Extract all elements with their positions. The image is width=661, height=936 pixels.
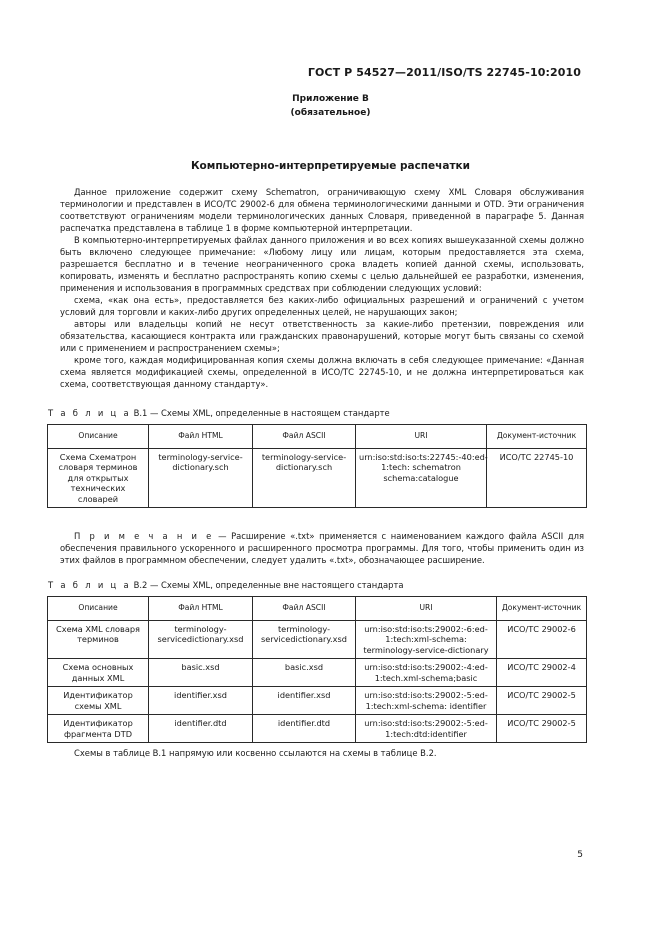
table2-caption — [48, 580, 403, 590]
table-cell: Идентификатор схемы XML — [48, 687, 149, 715]
body-text — [60, 186, 584, 390]
table-cell: Схема XML словаря терминов — [48, 620, 149, 659]
appendix-status: (обязательное) — [290, 108, 371, 118]
table-b1 — [47, 424, 587, 508]
table-cell: identifier.xsd — [253, 687, 356, 715]
header-cell: Файл ASCII — [253, 425, 356, 449]
table-cell: ИСО/ТС 22745-10 — [487, 448, 587, 508]
table-row — [48, 620, 587, 659]
table-b2 — [47, 596, 587, 743]
paragraph: Данное приложение содержит схему Schematron, ограничивающую схему XML Словаря обслуживания терминологии и представлен в ИСО/ТС 29002-6 для обмена терминологическими данными и OTD. Эти ограничения соответствуют ограничениям модели терминологических данных Словаря, приведенной в параграфе 5. Данная распечатка представлена в таблице 1 в форме компьютерной интерпретации. — [60, 187, 584, 233]
page-number: 5 — [577, 850, 583, 860]
table-cell: urn:iso:std:iso:ts:29002:-4:ed-1:tech.xml-schema;basic — [356, 659, 497, 687]
table2-caption-text: В.2 — Схемы XML, определенные вне настоящего стандарта — [133, 580, 404, 590]
header-cell: Документ-источник — [487, 425, 587, 449]
table-cell: ИСО/ТС 29002-6 — [497, 620, 587, 659]
standard-header: ГОСТ Р 54527—2011/ISO/TS 22745-10:2010 — [307, 66, 581, 79]
table-cell: identifier.dtd — [253, 715, 356, 743]
table-cell: ИСО/ТС 29002-5 — [497, 687, 587, 715]
section-title: Компьютерно-интерпретируемые распечатки — [190, 160, 471, 172]
table-header-row — [48, 597, 587, 621]
table-cell: urn:iso:std:iso:ts:29002:-6:ed-1:tech:xml-schema: terminology-service-dictionary — [356, 620, 497, 659]
table-cell: Схема основных данных XML — [48, 659, 149, 687]
table-note — [60, 530, 584, 566]
table1-caption — [48, 408, 390, 418]
table-cell: ИСО/ТС 29002-5 — [497, 715, 587, 743]
closing-text: Схемы в таблице В.1 напрямую или косвенно ссылаются на схемы в таблице В.2. — [74, 748, 437, 758]
table-header-row — [48, 425, 587, 449]
appendix-label: Приложение В — [292, 94, 369, 104]
header-cell: Описание — [48, 425, 149, 449]
header-cell: Файл HTML — [149, 597, 253, 621]
table-cell: Идентификатор фрагмента DTD — [48, 715, 149, 743]
table-cell: terminology-service-dictionary.sch — [149, 448, 253, 508]
table-cell: urn:iso:std:iso:ts:29002:-5:ed-1:tech:dtd:identifier — [356, 715, 497, 743]
header-cell: Документ-источник — [497, 597, 587, 621]
header-cell: Описание — [48, 597, 149, 621]
header-cell: Файл ASCII — [253, 597, 356, 621]
table-cell: terminology-servicedictionary.xsd — [149, 620, 253, 659]
note-text: — Расширение «.txt» применяется с наименованием каждого файла ASCII для обеспечения правильного ускоренного и расширенного просмотра программы. Для того, чтобы применить один из этих файлов в программном обеспечении, следует удалить «.txt», обозначающее расширение. — [60, 531, 585, 565]
table-cell: urn:iso:std:iso:ts:29002:-5:ed-1:tech:xml-schema: identifier — [356, 687, 497, 715]
header-cell: URI — [356, 425, 487, 449]
paragraph: схема, «как она есть», предоставляется без каких-либо официальных разрешений и ограничений с учетом условий для торговли и каких-либо других определенных целей, не нарушающих закон; — [60, 295, 584, 317]
table1-caption-text: В.1 — Схемы XML, определенные в настоящем стандарте — [133, 408, 390, 418]
table-row — [48, 448, 587, 508]
table-cell: terminology-servicedictionary.xsd — [253, 620, 356, 659]
table-cell: Схема Схематрон словаря терминов для открытых технических словарей — [48, 448, 149, 508]
table-cell: identifier.xsd — [149, 687, 253, 715]
table-cell: identifier.dtd — [149, 715, 253, 743]
table2-caption-prefix: Т а б л и ц а — [48, 580, 131, 590]
table1-caption-prefix: Т а б л и ц а — [48, 408, 131, 418]
table-row — [48, 659, 587, 687]
header-cell: Файл HTML — [149, 425, 253, 449]
paragraph: авторы или владельцы копий не несут ответственность за какие-либо претензии, повреждения или обязательства, касающиеся контракта или гражданских правонарушений, которые могут быть связаны со схемой или с применением и распространением схемы»; — [60, 319, 584, 353]
table-cell: terminology-service-dictionary.sch — [253, 448, 356, 508]
table-cell: urn:iso:std:iso:ts:22745:-40:ed-1:tech: schematron schema:catalogue — [356, 448, 487, 508]
table-cell: basic.xsd — [253, 659, 356, 687]
table-cell: ИСО/ТС 29002-4 — [497, 659, 587, 687]
paragraph: кроме того, каждая модифицированная копия схемы должна включать в себя следующее примечание: «Данная схема является модификацией схемы, определенной в ИСО/ТС 22745-10, и не должна интерпретироваться как схема, соответствующая данному стандарту». — [60, 355, 584, 389]
table-row — [48, 687, 587, 715]
header-cell: URI — [356, 597, 497, 621]
table-cell: basic.xsd — [149, 659, 253, 687]
note-prefix: П р и м е ч а н и е — [74, 531, 214, 541]
table-row — [48, 715, 587, 743]
paragraph: В компьютерно-интерпретируемых файлах данного приложения и во всех копиях вышеуказанной схемы должно быть включено следующее примечание: «Любому лицу или лицам, которым предоставляется эта схема, разрешается бесплатно и в течение неограниченного срока владеть копией данной схемы, использовать, копировать, изменять и бесплатно распространять копию схемы с целью дальнейшей ее разработки, изменения, применения и использования в программных средствах при соблюдении следующих условий: — [60, 235, 584, 293]
